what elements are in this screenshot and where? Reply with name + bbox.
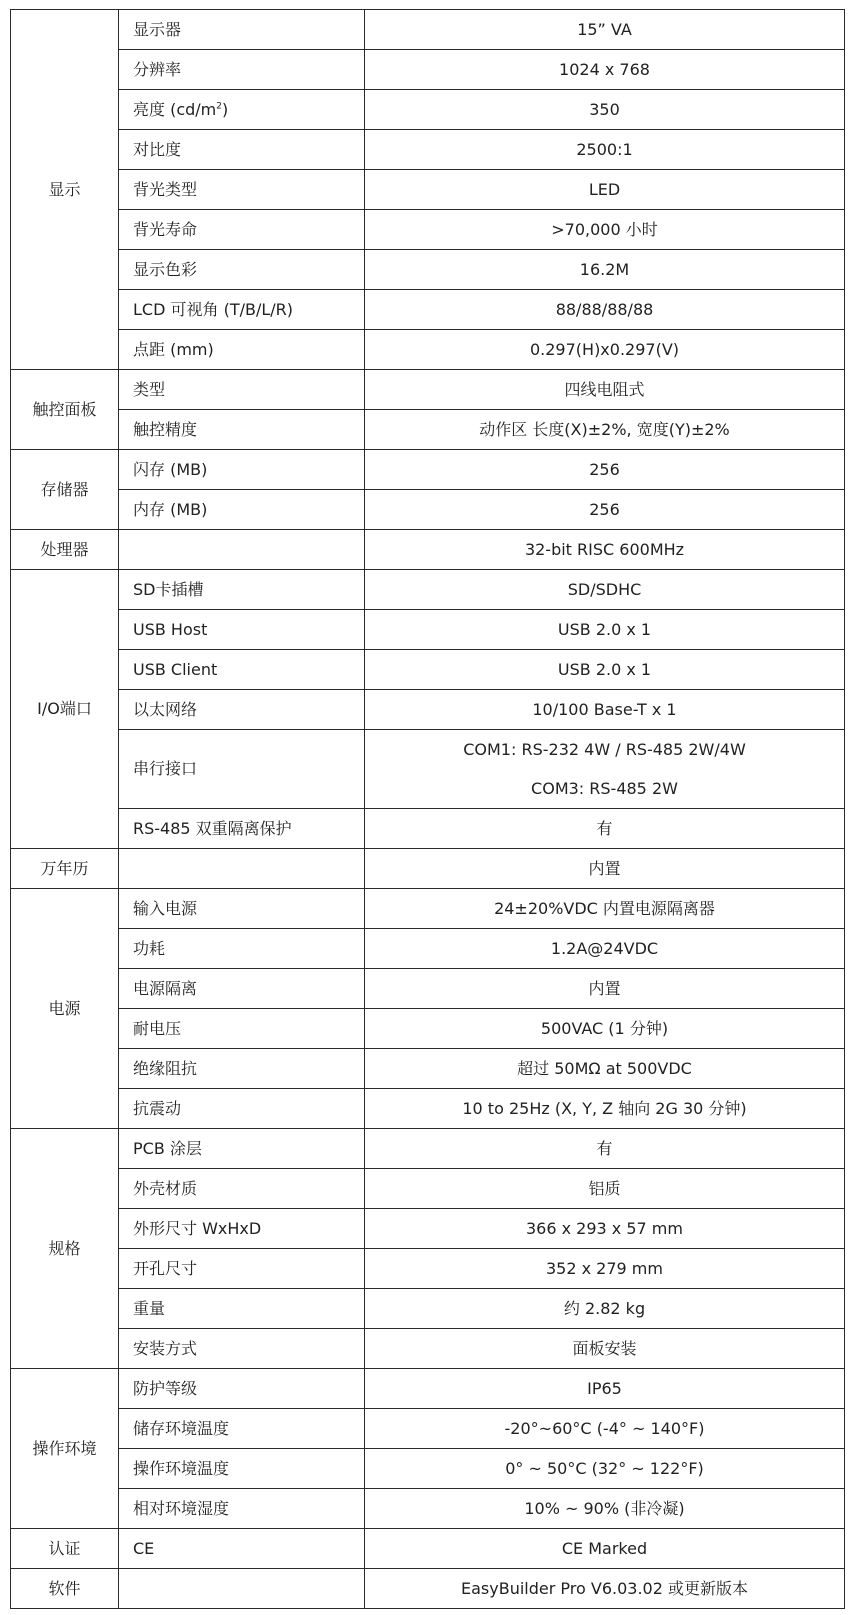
table-row <box>11 1249 845 1289</box>
param-cell: 以太网络 <box>119 690 365 730</box>
table-row <box>11 1369 845 1409</box>
param-superscript: 2 <box>216 101 222 112</box>
value-cell: 约 2.82 kg <box>365 1289 845 1329</box>
table-row <box>11 410 845 450</box>
table-row <box>11 10 845 50</box>
param-cell <box>119 530 365 570</box>
category-cell: 存储器 <box>11 450 119 530</box>
table-row <box>11 610 845 650</box>
param-cell: 抗震动 <box>119 1089 365 1129</box>
value-cell: 内置 <box>365 849 845 889</box>
param-cell: USB Host <box>119 610 365 650</box>
param-cell: 储存环境温度 <box>119 1409 365 1449</box>
value-cell: SD/SDHC <box>365 570 845 610</box>
table-row <box>11 1289 845 1329</box>
value-cell: USB 2.0 x 1 <box>365 610 845 650</box>
value-cell: 1.2A@24VDC <box>365 929 845 969</box>
param-cell: CE <box>119 1529 365 1569</box>
param-cell: 重量 <box>119 1289 365 1329</box>
param-cell: 显示器 <box>119 10 365 50</box>
param-cell: 防护等级 <box>119 1369 365 1409</box>
param-cell: 触控精度 <box>119 410 365 450</box>
table-row <box>11 1449 845 1489</box>
value-cell: 面板安装 <box>365 1329 845 1369</box>
table-row <box>11 450 845 490</box>
value-cell: 有 <box>365 1129 845 1169</box>
category-cell: 处理器 <box>11 530 119 570</box>
param-cell <box>119 1569 365 1609</box>
table-row <box>11 929 845 969</box>
value-cell: 动作区 长度(X)±2%, 宽度(Y)±2% <box>365 410 845 450</box>
param-text: ) <box>222 99 229 119</box>
category-cell: 触控面板 <box>11 370 119 450</box>
param-cell: 背光类型 <box>119 170 365 210</box>
table-row <box>11 50 845 90</box>
param-cell: 闪存 (MB) <box>119 450 365 490</box>
table-row <box>11 1209 845 1249</box>
value-cell: USB 2.0 x 1 <box>365 650 845 690</box>
table-row <box>11 1009 845 1049</box>
table-row <box>11 570 845 610</box>
value-cell: >70,000 小时 <box>365 210 845 250</box>
param-cell: 背光寿命 <box>119 210 365 250</box>
value-cell: 内置 <box>365 969 845 1009</box>
value-cell: 500VAC (1 分钟) <box>365 1009 845 1049</box>
table-row <box>11 530 845 570</box>
value-cell: 32-bit RISC 600MHz <box>365 530 845 570</box>
param-cell: 类型 <box>119 370 365 410</box>
table-row <box>11 1409 845 1449</box>
table-row <box>11 1169 845 1209</box>
param-cell: 电源隔离 <box>119 969 365 1009</box>
spec-table <box>10 9 845 1609</box>
value-cell: 10/100 Base-T x 1 <box>365 690 845 730</box>
value-cell: 铝质 <box>365 1169 845 1209</box>
param-cell: 输入电源 <box>119 889 365 929</box>
table-row <box>11 1569 845 1609</box>
table-row <box>11 849 845 889</box>
category-cell: 认证 <box>11 1529 119 1569</box>
param-cell: 安装方式 <box>119 1329 365 1369</box>
param-cell: 开孔尺寸 <box>119 1249 365 1289</box>
param-cell <box>119 849 365 889</box>
value-cell: 15” VA <box>365 10 845 50</box>
category-cell: 规格 <box>11 1129 119 1369</box>
value-cell: 16.2M <box>365 250 845 290</box>
value-cell: 256 <box>365 450 845 490</box>
param-cell: RS-485 双重隔离保护 <box>119 809 365 849</box>
table-row <box>11 690 845 730</box>
value-cell: 0.297(H)x0.297(V) <box>365 330 845 370</box>
value-cell: 366 x 293 x 57 mm <box>365 1209 845 1249</box>
value-cell: CE Marked <box>365 1529 845 1569</box>
value-cell: -20°~60°C (-4° ~ 140°F) <box>365 1409 845 1449</box>
value-cell: 四线电阻式 <box>365 370 845 410</box>
param-cell: LCD 可视角 (T/B/L/R) <box>119 290 365 330</box>
table-row <box>11 1329 845 1369</box>
table-row <box>11 730 845 809</box>
value-cell <box>365 730 845 809</box>
param-cell: 内存 (MB) <box>119 490 365 530</box>
table-row <box>11 210 845 250</box>
param-cell: 串行接口 <box>119 730 365 809</box>
table-row <box>11 130 845 170</box>
table-row <box>11 90 845 130</box>
category-cell: 显示 <box>11 10 119 370</box>
table-row <box>11 250 845 290</box>
value-cell: 10% ~ 90% (非冷凝) <box>365 1489 845 1529</box>
value-cell: 10 to 25Hz (X, Y, Z 轴向 2G 30 分钟) <box>365 1089 845 1129</box>
table-row <box>11 290 845 330</box>
table-row <box>11 650 845 690</box>
table-row <box>11 1489 845 1529</box>
category-cell: 软件 <box>11 1569 119 1609</box>
value-line: COM1: RS-232 4W / RS-485 2W/4W <box>463 740 746 759</box>
value-cell: 有 <box>365 809 845 849</box>
param-cell: 点距 (mm) <box>119 330 365 370</box>
value-cell: 256 <box>365 490 845 530</box>
param-cell: SD卡插槽 <box>119 570 365 610</box>
value-cell: 0° ~ 50°C (32° ~ 122°F) <box>365 1449 845 1489</box>
param-text: 亮度 (cd/m <box>133 99 217 119</box>
table-row <box>11 370 845 410</box>
table-row <box>11 170 845 210</box>
param-cell: 耐电压 <box>119 1009 365 1049</box>
param-cell: 显示色彩 <box>119 250 365 290</box>
param-cell: 对比度 <box>119 130 365 170</box>
param-cell: 操作环境温度 <box>119 1449 365 1489</box>
value-cell: 24±20%VDC 内置电源隔离器 <box>365 889 845 929</box>
value-cell: LED <box>365 170 845 210</box>
table-row <box>11 330 845 370</box>
value-cell: 350 <box>365 90 845 130</box>
value-cell: 超过 50MΩ at 500VDC <box>365 1049 845 1089</box>
table-row <box>11 1529 845 1569</box>
value-line: COM3: RS-485 2W <box>531 779 678 798</box>
category-cell: I/O端口 <box>11 570 119 849</box>
param-cell: 功耗 <box>119 929 365 969</box>
table-row <box>11 490 845 530</box>
param-cell: 绝缘阻抗 <box>119 1049 365 1089</box>
value-cell: EasyBuilder Pro V6.03.02 或更新版本 <box>365 1569 845 1609</box>
param-cell: 相对环境湿度 <box>119 1489 365 1529</box>
param-cell: PCB 涂层 <box>119 1129 365 1169</box>
table-row <box>11 889 845 929</box>
table-row <box>11 969 845 1009</box>
value-cell: 88/88/88/88 <box>365 290 845 330</box>
table-row <box>11 1049 845 1089</box>
value-cell: 2500:1 <box>365 130 845 170</box>
table-row <box>11 1089 845 1129</box>
value-cell: 352 x 279 mm <box>365 1249 845 1289</box>
category-cell: 万年历 <box>11 849 119 889</box>
table-row <box>11 1129 845 1169</box>
param-cell: 外形尺寸 WxHxD <box>119 1209 365 1249</box>
param-cell: 外壳材质 <box>119 1169 365 1209</box>
category-cell: 操作环境 <box>11 1369 119 1529</box>
value-cell: 1024 x 768 <box>365 50 845 90</box>
param-cell: 分辨率 <box>119 50 365 90</box>
category-cell: 电源 <box>11 889 119 1129</box>
param-cell: USB Client <box>119 650 365 690</box>
table-row <box>11 809 845 849</box>
value-cell: IP65 <box>365 1369 845 1409</box>
param-cell <box>119 90 365 130</box>
